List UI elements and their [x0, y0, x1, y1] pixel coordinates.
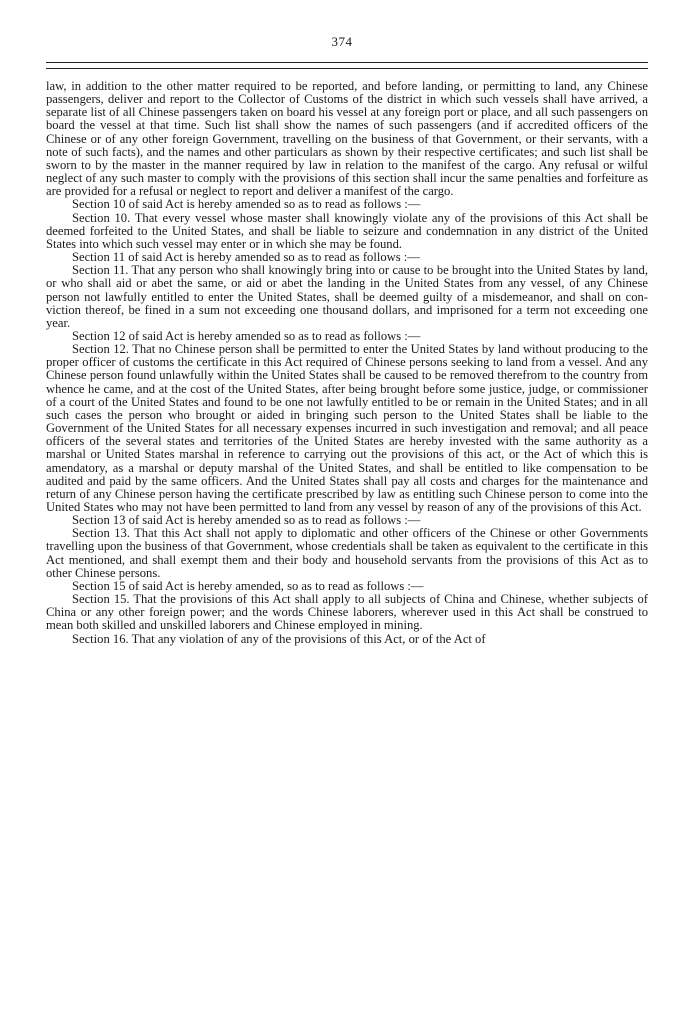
document-body	[46, 80, 648, 646]
paragraph: Section 11. That any person who shall knowingly bring into or cause to be brought into the United States by land, or who shall aid or abet the same, or aid or abet the landing in the United States from any vessel, of any Chinese person not lawfully entitled to enter the United States, shall be deemed guilty of a misdemeanor, and shall on conviction thereof, be fined in a sum not exceeding one thousand dollars, and imprisoned for a term not exceeding one year.	[46, 263, 648, 330]
amendment-heading: Section 10 of said Act is hereby amended so as to read as follows :—	[72, 197, 421, 212]
paragraph: Section 10. That every vessel whose master shall knowingly violate any of the provisions of this Act shall be deemed forfeited to the United States, and shall be liable to seizure and condemnation in any district of the United States into which such vessel may enter or in which she may be found.	[46, 210, 648, 251]
paragraph: Section 12. That no Chinese person shall be permitted to enter the United States by land without producing to the proper officer of customs the certificate in this Act required of Chinese persons seeking to land from a vessel. And any Chinese person found unlawfully within the United States shall be caused to be removed therefrom to the country from whence he came, and at the cost of the United States, after being brought before some justice, judge, or commissioner of a court of the United States and found to be one not lawfully entitled to be or remain in the United States; and in all such cases the person who brought or aided in bringing such person to the United States shall be liable to the Government of the United States for all necessary expenses incurred in such investigation and removal; and all peace officers of the several states and territories of the United States are hereby invested with the same authority as a marshal or United States marshal in reference to carrying out the provisions of this act, or the Act of which this is amendatory, as a marshal or deputy marshal of the United States, and shall be entitled to like compensation to be audited and paid by the same officers. And the United States shall pay all costs and charges for the maintenance and return of any Chinese person having the certificate prescribed by law as entitling such Chinese person to come into the United States who may not have been permitted to land from any vessel by reason of any of the provisions of this Act.	[46, 342, 648, 514]
header-rule-top	[46, 62, 648, 63]
amendment-heading: Section 12 of said Act is hereby amended so as to read as follows :—	[72, 328, 421, 343]
paragraph: Section 15. That the provisions of this Act shall apply to all subjects of China and Chinese, whether subjects of China or any other foreign power; and the words Chinese laborers, wherever used in this Act shall be construed to mean both skilled and unskilled laborers and Chinese employed in mining.	[46, 592, 648, 633]
paragraph: law, in addition to the other matter required to be reported, and before landing, or permitting to land, any Chinese passengers, deliver and report to the Collector of Customs of the district in which such vessels shall have arrived, a separate list of all Chinese passengers taken on board his vessel at any foreign port or place, and all such passengers on board the vessel at that time. Such list shall show the names of such passengers (and if accredited officers of the Chinese or of any other foreign Government, travelling on the business of that Government, or their servants, with a note of such facts), and the names and other particulars as shown by their respective certificates; and such list shall be sworn to by the master in the manner required by law in relation to the manifest of the cargo. Any refusal or wilful neglect of any such master to comply with the provisions of this section shall incur the same penalties and forfeiture as are provided for a refusal or neglect to report and deliver a manifest of the cargo.	[46, 79, 648, 199]
paragraph: Section 16. That any violation of any of the provisions of this Act, or of the Act of	[72, 631, 486, 646]
header-rule-bottom	[46, 68, 648, 69]
amendment-heading: Section 13 of said Act is hereby amended so as to read as follows :—	[72, 513, 421, 528]
page-number: 374	[331, 34, 353, 49]
amendment-heading: Section 15 of said Act is hereby amended, so as to read as follows :—	[72, 578, 424, 593]
amendment-heading: Section 11 of said Act is hereby amended so as to read as follows :—	[72, 250, 420, 265]
paragraph: Section 13. That this Act shall not apply to diplomatic and other officers of the Chinese or other Governments travelling upon the business of that Government, whose credentials shall be taken as equivalent to the certificate in this Act mentioned, and shall exempt them and their body and household servants from the provisions of this Act as to other Chinese persons.	[46, 526, 648, 580]
